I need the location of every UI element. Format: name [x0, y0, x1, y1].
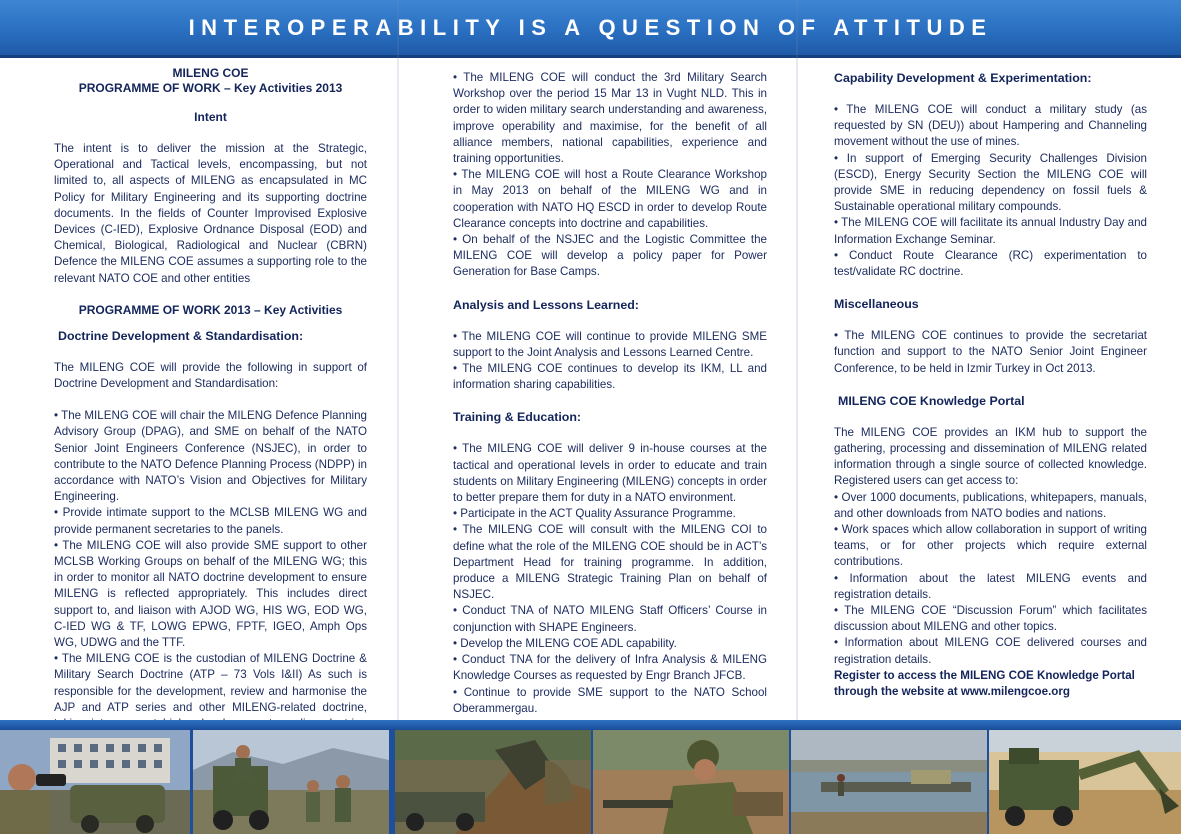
list-item: • Develop the MILENG COE ADL capability.	[453, 636, 677, 650]
list-item: • The MILENG COE continues to develop its IKM, LL and information sharing capabilities.	[453, 362, 767, 392]
column-programme-of-work	[54, 66, 367, 716]
heading-intent: Intent	[194, 110, 227, 124]
list-item: • Conduct TNA for the delivery of Infra Analysis & MILENG Knowledge Courses as requested by Engr Branch JFCB.	[453, 653, 767, 683]
title-banner	[0, 0, 1181, 58]
list-item: • In support of Emerging Security Challenges Division (ESCD), Energy Security Section the MILENG COE will provide SME in reducing dependency on fossil fuels & Sustainable operational military compounds.	[834, 151, 1147, 214]
intent-paragraph: The intent is to deliver the mission at the Strategic, Operational and Tactical levels, encompassing, but not limited to, all aspects of MILENG as encapsulated in MC Policy for Military Engineering and its supporting doctrine documents. In the fields of Counter Improvised Explosive Devices (C-IED), Explosive Ordnance Disposal (EOD) and Chemical, Biological, Radiological and Nuclear (CBRN) Defence the MILENG COE assumes a supporting role to the relevant NATO COE and other entities	[54, 142, 367, 285]
heading-doctrine: Doctrine Development & Standardisation:	[58, 328, 304, 343]
list-item: • The MILENG COE will chair the MILENG Defence Planning Advisory Group (DPAG), and SME on behalf of the NATO Senior Joint Engineers Conference (NSJEC), in order to contribute to the NATO Defence Planning Process (NDPP) in accordance with NATO’s Vision and Objectives for Military Engineering.	[54, 409, 367, 504]
heading-training: Training & Education:	[453, 410, 582, 425]
photo-strip-band	[0, 720, 1181, 730]
list-item: • Conduct Route Clearance (RC) experimentation to test/validate RC doctrine.	[834, 248, 1147, 279]
list-item: • Information about the latest MILENG events and registration details.	[834, 571, 1147, 601]
page-fold-left	[397, 0, 399, 834]
soldier-binoculars-photo	[0, 730, 190, 834]
banner-title: INTEROPERABILITY IS A QUESTION OF ATTITUDE	[188, 14, 993, 40]
list-item: • Provide intimate support to the MCLSB MILENG WG and provide permanent secretaries to the panels.	[54, 506, 367, 536]
page-fold-right	[796, 0, 798, 834]
list-item: • The MILENG COE will also provide SME support to other MCLSB Working Groups on behalf of the MILENG WG; this in order to monitor all NATO doctrine development to ensure MILENG is reflected appropriately. This includes direct support to, and liaison with AJOD WG, HIS WG, EOD WG, C-IED WG & TF, LOWG EPWG, FPTF, IGEO, Amph Ops WG, UDWG and the TTF.	[54, 538, 367, 650]
list-item: • The MILENG COE “Discussion Forum” which facilitates discussion about MILENG and other topics.	[834, 604, 1147, 634]
list-item: • The MILENG COE will facilitate its annual Industry Day and Information Exchange Seminar.	[834, 216, 1147, 246]
list-item: • The MILENG COE continues to provide the secretariat function and support to the NATO Senior Joint Engineer Conference, to be held in Izmir Turkey in Oct 2013.	[834, 329, 1147, 375]
heading-analysis: Analysis and Lessons Learned:	[453, 297, 639, 312]
list-item: • Continue to provide SME support to the NATO School Oberammergau.	[453, 685, 767, 715]
doctrine-intro: The MILENG COE will provide the following in support of Doctrine Development and Standardisation:	[54, 360, 367, 391]
list-item: • The MILENG COE will host a Route Clearance Workshop in May 2013 on behalf of the MILENG WG and in cooperation with NATO HQ ESCD in order to develop Route Clearance concepts into doctrine and capabilities.	[453, 168, 767, 230]
list-item: • The MILENG COE will deliver 9 in-house courses at the tactical and operational levels in order to educate and train students on Military Engineering (MILENG) concepts in order to better prepare them for duty in a NATO environment.	[453, 442, 767, 505]
list-item: • Work spaces which allow collaboration in support of writing teams, or for other projects which require external contributions.	[834, 523, 1147, 569]
heading-mileng-coe: MILENG COE	[172, 66, 249, 80]
heading-programme-of-work: PROGRAMME OF WORK – Key Activities 2013	[78, 81, 343, 95]
list-item: • On behalf of the NSJEC and the Logistic Committee the MILENG COE will develop a policy paper for Power Generation for Base Camps.	[453, 233, 767, 279]
river-bridging-photo	[791, 730, 987, 834]
portal-intro: The MILENG COE provides an IKM hub to support the gathering, processing and dissemination of MILENG related information through a single source of collected knowledge. Registered users can get access to:	[834, 425, 1147, 488]
soldier-kneeling-photo	[593, 730, 789, 834]
list-item: • The MILENG COE will conduct a military study (as requested by SN (DEU)) about Hampering and Channeling movement without the use of mines.	[834, 103, 1147, 149]
list-item: • The MILENG COE will conduct the 3rd Military Search Workshop over the period 15 Mar 13 in Vught NLD. This in order to widen military search understanding and awareness, improve operability and maximise, for the benefit of all alliance members, national capabilities, experience and training opportunities.	[453, 71, 767, 166]
engineers-vehicle-photo	[193, 730, 389, 834]
list-item: • The MILENG COE is the custodian of MILENG Doctrine & Military Search Doctrine (ATP – 73 Vols I&II) As such is responsible for the development, review and harmonise the AJP and ATP series and other MILENG-related doctrine,	[54, 652, 367, 714]
heading-miscellaneous: Miscellaneous	[834, 297, 919, 312]
armored-engineer-vehicle-photo	[989, 730, 1181, 834]
list-item: • Participate in the ACT Quality Assurance Programme.	[453, 507, 736, 521]
list-item: • Over 1000 documents, publications, whitepapers, manuals, and other downloads from NATO bodies and nations.	[834, 490, 1147, 520]
heading-key-activities: PROGRAMME OF WORK 2013 – Key Activities	[78, 302, 343, 317]
list-item: • Conduct TNA of NATO MILENG Staff Officers’ Course in conjunction with SHAPE Engineers.	[453, 604, 767, 634]
list-item: • The MILENG COE will continue to provide MILENG SME support to the Joint Analysis and Lessons Learned Centre.	[453, 329, 767, 359]
column-capability	[834, 70, 1147, 720]
heading-knowledge-portal: MILENG COE Knowledge Portal	[838, 393, 1025, 408]
list-item: • The MILENG COE will consult with the MILENG COI to define what the role of the MILENG COE should be in ACT’s Department Head for training programme. In addition, produce a MILENG Strategic Training Plan on behalf of NSJEC.	[453, 523, 767, 602]
heading-capability: Capability Development & Experimentation:	[834, 71, 1092, 85]
column-training	[453, 70, 767, 720]
excavator-dirt-photo	[395, 730, 591, 834]
register-link-text[interactable]: Register to access the MILENG COE Knowledge Portal through the website at www.milengcoe.org	[834, 668, 1135, 699]
list-item: • Information about MILENG COE delivered courses and registration details.	[834, 636, 1147, 666]
